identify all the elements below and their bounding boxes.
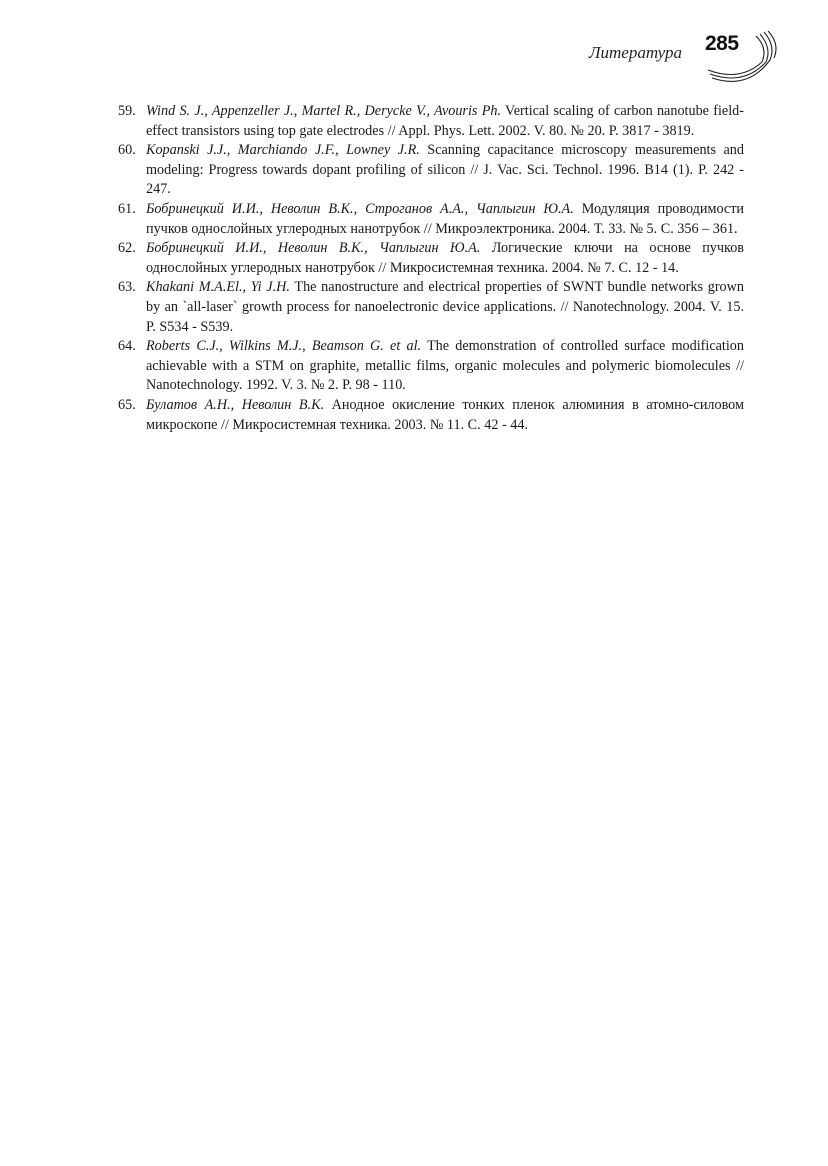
reference-item (112, 200, 744, 239)
reference-authors: Wind S. J., Appenzeller J., Martel R., Derycke V., Avouris Ph. (146, 103, 502, 119)
reference-authors: Khakani M.A.El., Yi J.H. (146, 279, 290, 296)
reference-number: 63. (118, 279, 136, 296)
reference-item (112, 337, 744, 396)
reference-item (112, 396, 744, 435)
reference-text: Scanning capacitance microscopy measurements and modeling: Progress towards dopant profiling of silicon // J. Vac. Sci. Technol. 1996. B14 (1). P. 242 - 247. (146, 142, 744, 198)
reference-item (112, 141, 744, 200)
reference-authors: Бобринецкий И.И., Неволин В.К., Строганов А.А., Чаплыгин Ю.А. (146, 200, 574, 217)
reference-text: Анодное окисление тонких пленок алюминия в атомно-силовом микроскопе // Микросистемная техника. 2003. № 11. С. 42 - 44. (146, 396, 744, 433)
reference-item (112, 278, 744, 337)
reference-number: 64. (118, 338, 136, 355)
page-number: 285 (705, 32, 739, 55)
reference-number: 61. (118, 200, 136, 217)
reference-number: 60. (118, 142, 136, 159)
reference-number: 59. (118, 103, 136, 119)
running-title: Литература (588, 43, 682, 62)
reference-text: The nanostructure and electrical properties of SWNT bundle networks grown by an `all-laser` growth process for nanoelectronic device applications. // Nanotechnology. 2004. V. 15. P. S534 - S539. (146, 279, 744, 335)
reference-number: 65. (118, 396, 136, 413)
reference-authors: Булатов А.Н., Неволин В.К. (146, 396, 325, 413)
reference-item (112, 239, 744, 278)
reference-number: 62. (118, 240, 136, 257)
reference-authors: Roberts C.J., Wilkins M.J., Beamson G. et al. (146, 338, 422, 355)
reference-list (112, 102, 744, 435)
page-header (0, 30, 828, 90)
reference-item (112, 102, 744, 141)
reference-text: Модуляция проводимости пучков однослойных углеродных нанотрубок // Микроэлектроника. 2004. Т. 33. № 5. С. 356 – 361. (146, 200, 745, 237)
reference-authors: Бобринецкий И.И., Неволин В.К., Чаплыгин Ю.А. (146, 240, 481, 257)
reference-authors: Kopanski J.J., Marchiando J.F., Lowney J.R. (146, 142, 420, 159)
reference-text: Vertical scaling of carbon nanotube field-effect transistors using top gate electrodes // Appl. Phys. Lett. 2002. V. 80. № 20. P. 3817 - 3819. (146, 103, 744, 139)
reference-text: The demonstration of controlled surface modification achievable with a STM on graphite, metallic films, organic molecules and polymeric biomolecules // Nanotechnology. 1992. V. 3. № 2. P. 98 - 110. (146, 338, 744, 394)
reference-text: Логические ключи на основе пучков однослойных углеродных нанотрубок // Микросистемная техника. 2004. № 7. С. 12 - 14. (146, 240, 744, 276)
